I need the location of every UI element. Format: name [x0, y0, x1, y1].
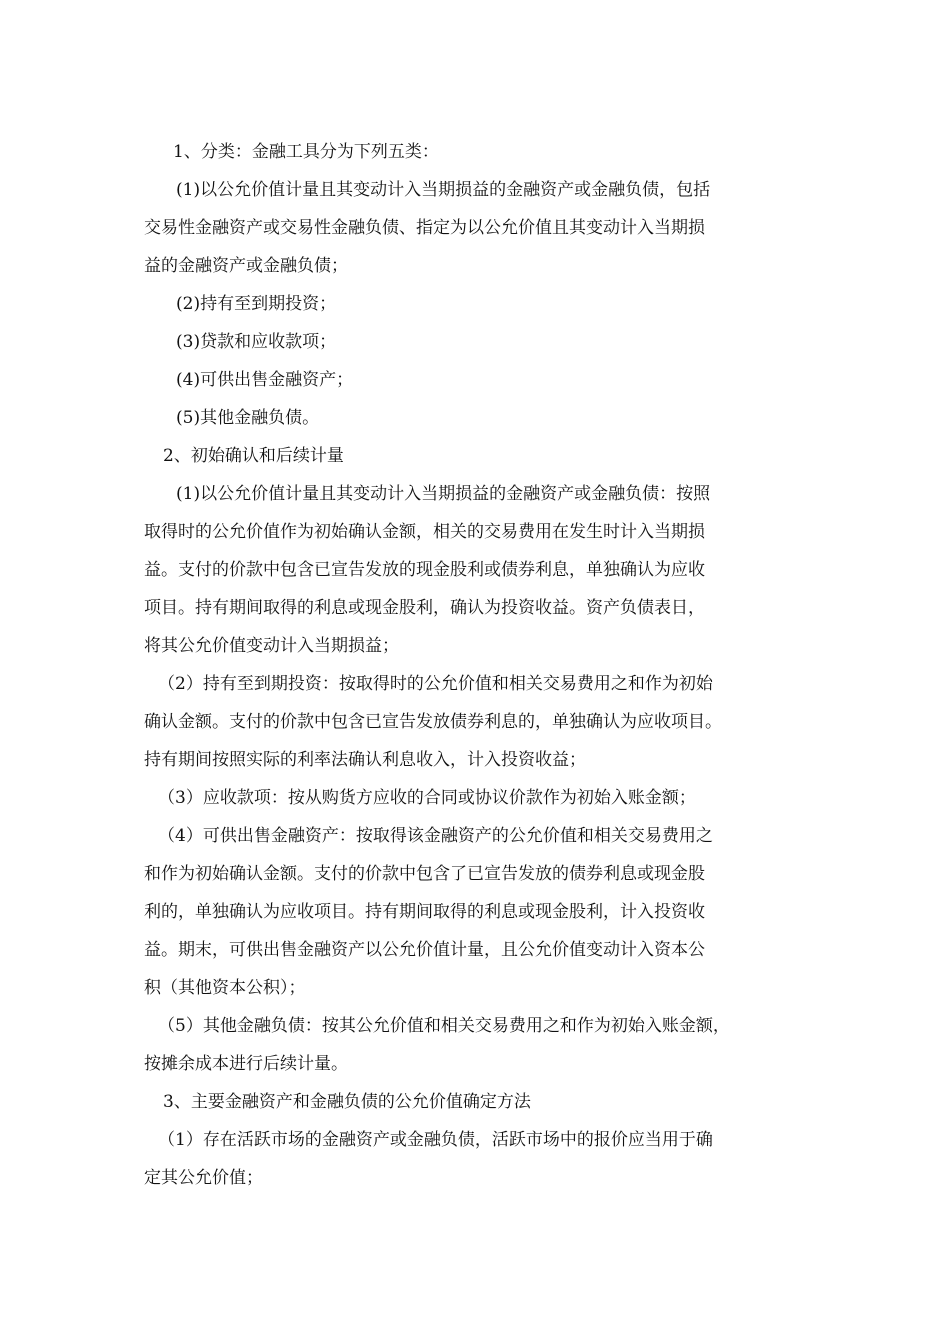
paragraph-line: 项目。持有期间取得的利息或现金股利，确认为投资收益。资产负债表日，: [144, 598, 705, 618]
paragraph-line: 利的，单独确认为应收项目。持有期间取得的利息或现金股利，计入投资收: [144, 902, 705, 922]
section-heading-1: 1、分类：金融工具分为下列五类：: [173, 142, 439, 162]
paragraph-line: （5）其他金融负债：按其公允价值和相关交易费用之和作为初始入账金额，: [158, 1016, 730, 1036]
paragraph-line: （1）存在活跃市场的金融资产或金融负债，活跃市场中的报价应当用于确: [158, 1130, 713, 1150]
paragraph-line: 按摊余成本进行后续计量。: [144, 1054, 348, 1074]
paragraph-line: （3）应收款项：按从购货方应收的合同或协议价款作为初始入账金额；: [158, 788, 696, 808]
paragraph-line: 定其公允价值；: [144, 1168, 263, 1188]
paragraph-line: (1)以公允价值计量且其变动计入当期损益的金融资产或金融负债：按照: [176, 484, 711, 504]
paragraph-line: 益的金融资产或金融负债；: [144, 256, 348, 276]
paragraph-line: 和作为初始确认金额。支付的价款中包含了已宣告发放的债券利息或现金股: [144, 864, 705, 884]
document-body: [144, 133, 812, 1197]
list-item: (3)贷款和应收款项；: [176, 332, 337, 352]
section-heading-3: 3、主要金融资产和金融负债的公允价值确定方法: [163, 1092, 531, 1112]
paragraph-line: 交易性金融资产或交易性金融负债、指定为以公允价值且其变动计入当期损: [144, 218, 705, 238]
paragraph-line: 持有期间按照实际的利率法确认利息收入，计入投资收益；: [144, 750, 586, 770]
section-heading-2: 2、初始确认和后续计量: [163, 446, 344, 466]
paragraph-line: (1)以公允价值计量且其变动计入当期损益的金融资产或金融负债，包括: [176, 180, 711, 200]
paragraph-line: 益。支付的价款中包含已宣告发放的现金股利或债券利息，单独确认为应收: [144, 560, 705, 580]
paragraph-line: 益。期末，可供出售金融资产以公允价值计量，且公允价值变动计入资本公: [144, 940, 705, 960]
paragraph-line: （4）可供出售金融资产：按取得该金融资产的公允价值和相关交易费用之: [158, 826, 713, 846]
paragraph-line: 确认金额。支付的价款中包含已宣告发放债券利息的，单独确认为应收项目。: [144, 712, 722, 732]
list-item: (2)持有至到期投资；: [176, 294, 337, 314]
list-item: (5)其他金融负债。: [176, 408, 320, 428]
paragraph-line: 将其公允价值变动计入当期损益；: [144, 636, 399, 656]
list-item: (4)可供出售金融资产；: [176, 370, 354, 390]
paragraph-line: 取得时的公允价值作为初始确认金额，相关的交易费用在发生时计入当期损: [144, 522, 705, 542]
paragraph-line: 积（其他资本公积）；: [144, 978, 306, 998]
paragraph-line: （2）持有至到期投资：按取得时的公允价值和相关交易费用之和作为初始: [158, 674, 713, 694]
